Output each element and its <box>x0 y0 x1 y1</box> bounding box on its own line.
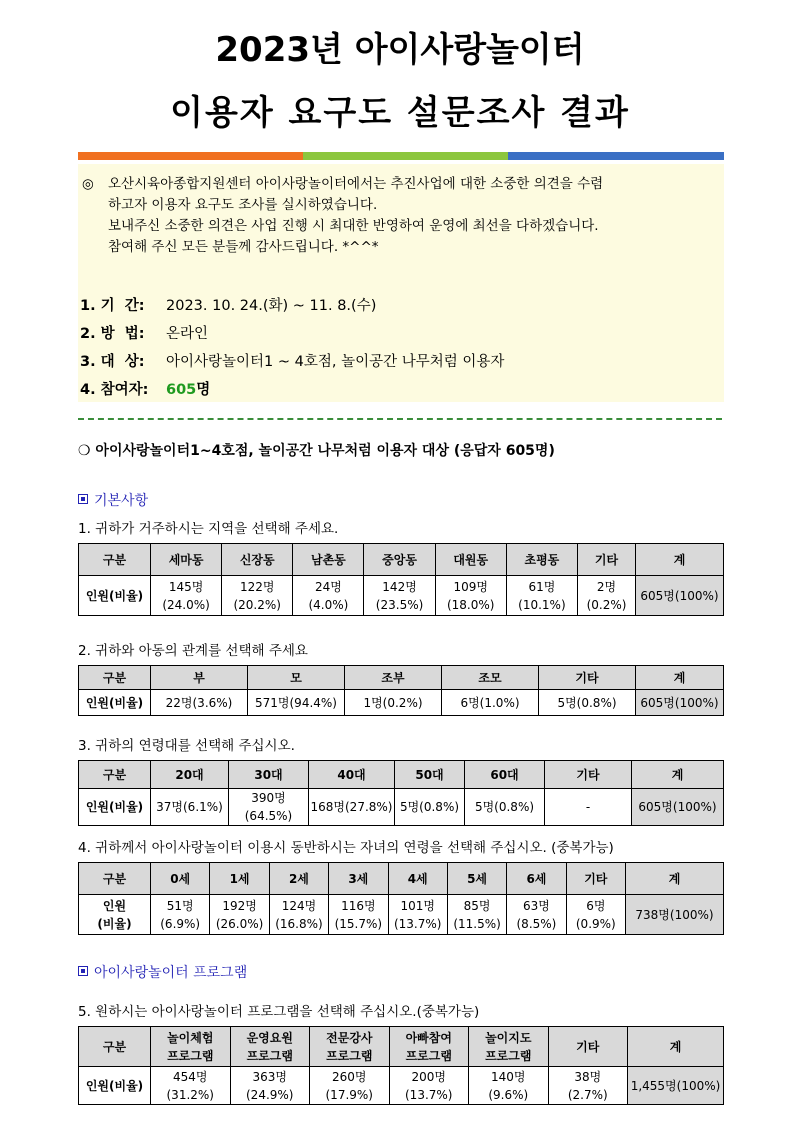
table-row: 인원(비율) 145명 (24.0%) 122명 (20.2%) 24명 (4.0%) 142명 (23.5%) 109명 (18.0%) 61명 (10.1%) 2명 (0.2%) 605명(100%) <box>79 576 724 616</box>
square-bullet-icon <box>78 494 88 504</box>
fact-period: 1. 기 간: 2023. 10. 24.(화) ~ 11. 8.(수) <box>80 298 377 314</box>
color-divider <box>78 152 724 160</box>
divider-green <box>303 152 508 160</box>
total-cell: 605명(100%) <box>636 576 724 616</box>
participant-count: 605 <box>166 382 197 398</box>
intro-line: 오산시육아종합지원센터 아이사랑놀이터에서는 추진사업에 대한 소중한 의견을 수렴 <box>108 176 604 192</box>
section-heading-basic: 기본사항 <box>78 490 148 510</box>
table-header-row: 구분 20대 30대 40대 50대 60대 기타 계 <box>79 761 724 789</box>
question-3: 3. 귀하의 연령대를 선택해 주십시오. <box>78 738 295 754</box>
table-q2 <box>78 665 724 716</box>
total-cell: 1,455명(100%) <box>628 1067 724 1105</box>
intro-text <box>82 174 722 258</box>
table-header-row: 구분 놀이체험 프로그램 운영요원 프로그램 전문강사 프로그램 아빠참여 프로그램 놀이지도 프로그램 기타 계 <box>79 1027 724 1067</box>
survey-facts <box>80 292 504 404</box>
fact-participants: 4. 참여자: 605명 <box>80 382 211 398</box>
fact-method: 2. 방 법: 온라인 <box>80 326 209 342</box>
table-row: 인원 (비율) 51명 (6.9%) 192명 (26.0%) 124명 (16.8%) 116명 (15.7%) 101명 (13.7%) 85명 (11.5%) 63명 (8.5%) 6명 (0.9%) 738명(100%) <box>79 895 724 935</box>
fact-target: 3. 대 상: 아이사랑놀이터1 ~ 4호점, 놀이공간 나무처럼 이용자 <box>80 354 505 370</box>
table-row: 인원(비율) 454명 (31.2%) 363명 (24.9%) 260명 (17.9%) 200명 (13.7%) 140명 (9.6%) 38명 (2.7%) 1,455명(100%) <box>79 1067 724 1105</box>
table-q3 <box>78 760 724 826</box>
table-header-row: 구분 세마동 신장동 남촌동 중앙동 대원동 초평동 기타 계 <box>79 544 724 576</box>
circle-symbol-icon: ◎ <box>82 176 94 192</box>
question-2: 2. 귀하와 아동의 관계를 선택해 주세요 <box>78 643 308 659</box>
question-5: 5. 원하시는 아이사랑놀이터 프로그램을 선택해 주십시오.(중복가능) <box>78 1004 480 1020</box>
table-q4 <box>78 862 724 935</box>
total-cell: 605명(100%) <box>632 789 724 826</box>
intro-line: 참여해 주신 모든 분들께 감사드립니다. *^^* <box>108 239 379 255</box>
table-q1 <box>78 543 724 616</box>
table-row: 인원(비율) 37명(6.1%) 390명(64.5%) 168명(27.8%) 5명(0.8%) 5명(0.8%) - 605명(100%) <box>79 789 724 826</box>
question-1: 1. 귀하가 거주하시는 지역을 선택해 주세요. <box>78 521 339 537</box>
table-header-row: 구분 0세 1세 2세 3세 4세 5세 6세 기타 계 <box>79 863 724 895</box>
total-cell: 738명(100%) <box>626 895 724 935</box>
intro-line: 하고자 이용자 요구도 조사를 실시하였습니다. <box>108 197 378 213</box>
info-box <box>78 164 724 402</box>
table-header-row: 구분 부 모 조부 조모 기타 계 <box>79 666 724 690</box>
table-row: 인원(비율) 22명(3.6%) 571명(94.4%) 1명(0.2%) 6명(1.0%) 5명(0.8%) 605명(100%) <box>79 690 724 716</box>
page-title-line2: 이용자 요구도 설문조사 결과 <box>170 93 630 133</box>
divider-blue <box>508 152 724 160</box>
section-heading-program: 아이사랑놀이터 프로그램 <box>78 962 247 982</box>
divider-orange <box>78 152 303 160</box>
intro-line: 보내주신 소중한 의견은 사업 진행 시 최대한 반영하여 운영에 최선을 다하겠습니다. <box>108 218 599 234</box>
square-bullet-icon <box>78 966 88 976</box>
page-title-line1: 2023년 아이사랑놀이터 <box>215 30 585 70</box>
dashed-divider <box>78 418 722 420</box>
question-4: 4. 귀하께서 아이사랑놀이터 이용시 동반하시는 자녀의 연령을 선택해 주십시오. (중복가능) <box>78 840 614 856</box>
respondent-summary: ❍ 아이사랑놀이터1~4호점, 놀이공간 나무처럼 이용자 대상 (응답자 605명) <box>78 443 555 459</box>
table-q5 <box>78 1026 724 1105</box>
total-cell: 605명(100%) <box>636 690 724 716</box>
